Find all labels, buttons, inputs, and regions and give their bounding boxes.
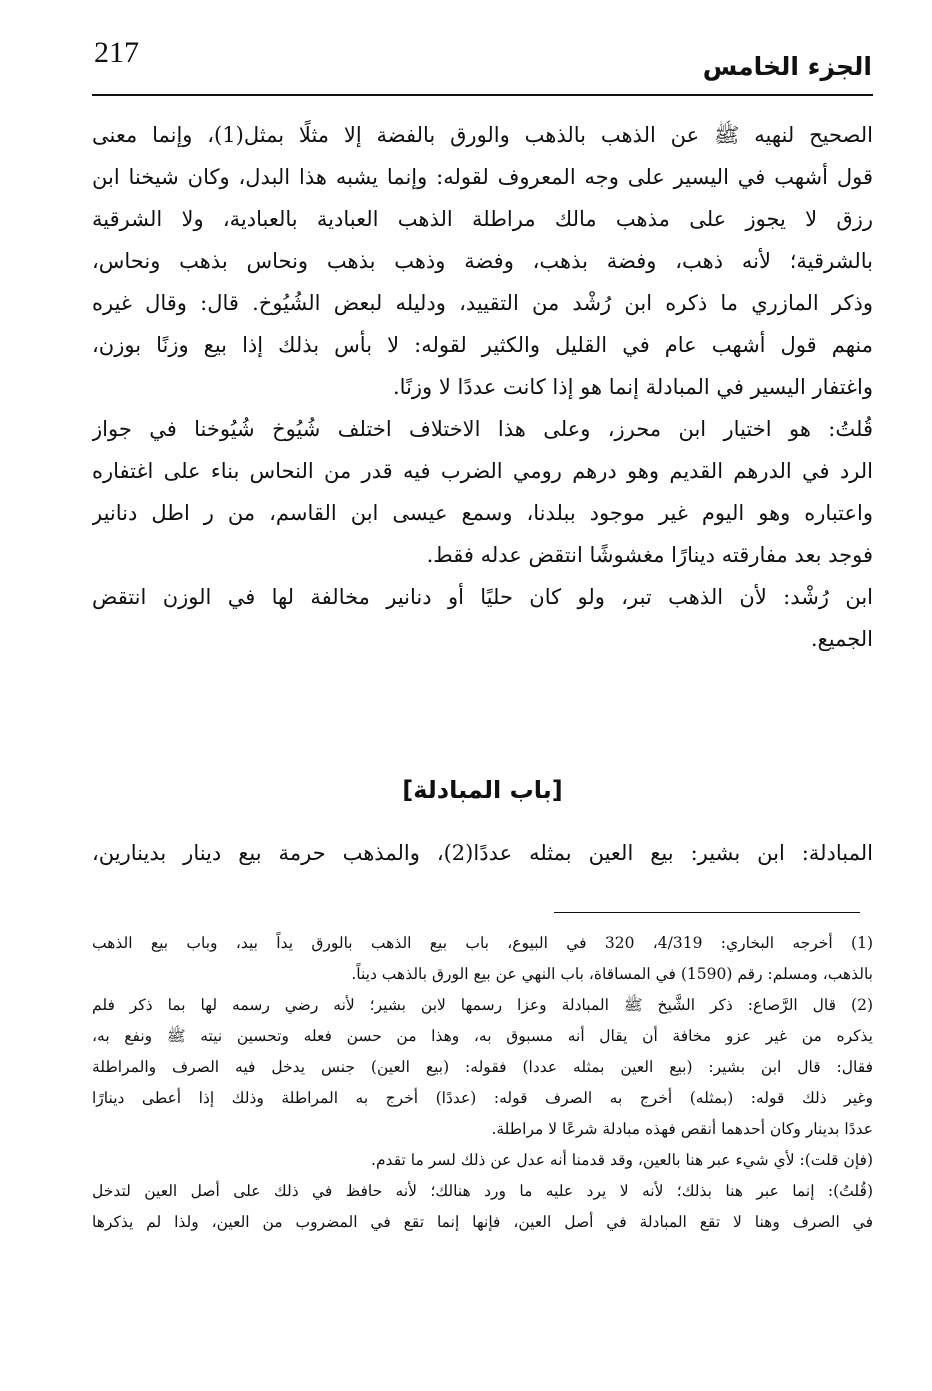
section-text <box>92 832 873 874</box>
text-line: بالشرقية؛ لأنه ذهب، وفضة بذهب، وفضة وذهب بذهب ونحاس بذهب ونحاس، <box>92 249 873 273</box>
header-rule <box>92 94 873 96</box>
running-title: الجزء الخامس <box>702 52 872 81</box>
footnote-line: يذكره من غير عزو مخافة أن يقال أنه مسبوق به، وهذا من حسن فعله وتحسين نيته ﷺ ونفع به، <box>92 1027 873 1045</box>
text-line: رزق لا يجوز على مذهب مالك مراطلة الذهب العبادية بالعبادية، ولا الشرقية <box>92 207 873 231</box>
page-number: 217 <box>94 36 139 69</box>
footnote-line: عددًا بدينار وكان أحدهما أنقص فهذه مبادلة شرعًا لا مراطلة. <box>491 1120 873 1138</box>
footnote-line: (2) قال الرَّصاع: ذكر الشَّيخ ﷺ المبادلة وعزا رسمها لابن بشير؛ لأنه رضي رسمه لها بما ذكر فلم <box>92 996 873 1014</box>
footnote-line: (1) أخرجه البخاري: 4/319، 320 في البيوع، باب بيع الذهب بالورق يداً بيد، وباب بيع الذهب <box>92 934 873 952</box>
page-header <box>92 30 872 92</box>
footnotes <box>92 928 873 1238</box>
text-line: الصحيح لنهيه ﷺ عن الذهب بالذهب والورق بالفضة إلا مثلًا بمثل(1)، وإنما معنى <box>92 123 873 147</box>
section-heading: [باب المبادلة] <box>402 776 563 804</box>
footnote-line: (قُلتُ): إنما عبر هنا بذلك؛ لأنه لا يرد عليه ما ورد هنالك؛ لأنه حافظ في ذلك على أصل العين لتدخل <box>92 1182 873 1200</box>
text-line: المبادلة: ابن بشير: بيع العين بمثله عددًا(2)، والمذهب حرمة بيع دينار بدينارين، <box>92 841 873 865</box>
text-line: منهم قول أشهب عام في القليل والكثير لقوله: لا بأس بذلك إذا بيع وزنًا بوزن، <box>92 333 873 357</box>
text-line: قُلتُ: هو اختيار ابن محرز، وعلى هذا الاختلاف اختلف شُيُوخ شُيُوخنا في جواز <box>92 417 873 441</box>
text-line: وذكر المازري ما ذكره ابن رُشْد من التقييد، ودليله لبعض الشُيُوخ. قال: وقال غيره <box>92 291 873 315</box>
text-line: قول أشهب في اليسير على وجه المعروف لقوله: وإنما يشبه هذا البدل، وكان شيخنا ابن <box>92 165 873 189</box>
text-line: الجميع. <box>810 627 873 651</box>
text-line: واعتباره وهو اليوم غير موجود ببلدنا، وسمع عيسى ابن القاسم، من ر اطل دنانير <box>92 501 873 525</box>
footnote-line: في الصرف وهنا لا تقع المبادلة في أصل العين، فإنها إنما تقع في المضروب من العين، ولذا لم يذكرها <box>92 1213 873 1231</box>
footnote-line: وغير ذلك قوله: (بمثله) أخرج به الصرف قوله: (عددًا) أخرج به المراطلة وذلك إذا أعطى دينارًا <box>92 1089 873 1107</box>
main-text <box>92 114 873 660</box>
text-line: واغتفار اليسير في المبادلة إنما هو إذا كانت عددًا لا وزنًا. <box>392 375 873 399</box>
footnote-line: فقال: قال ابن بشير: (بيع العين بمثله عددا) فقوله: (بيع العين) جنس يدخل فيه الصرف والمراطلة <box>92 1058 873 1076</box>
text-line: الرد في الدرهم القديم وهو درهم رومي الضرب فيه قدر من النحاس بناء على اغتفاره <box>92 459 873 483</box>
footnote-line: (فإن قلت): لأي شيء عبر هنا بالعين، وقد قدمنا أنه عدل عن ذلك لسر ما تقدم. <box>371 1151 873 1169</box>
footnote-line: بالذهب، ومسلم: رقم (1590) في المساقاة، باب النهي عن بيع الورق بالذهب ديناً. <box>351 965 873 983</box>
text-line: فوجد بعد مفارقته دينارًا مغشوشًا انتقض عدله فقط. <box>426 543 873 567</box>
text-line: ابن رُشْد: لأن الذهب تبر، ولو كان حليًا أو دنانير مخالفة لها في الوزن انتقض <box>92 585 873 609</box>
footnote-divider <box>554 912 860 913</box>
